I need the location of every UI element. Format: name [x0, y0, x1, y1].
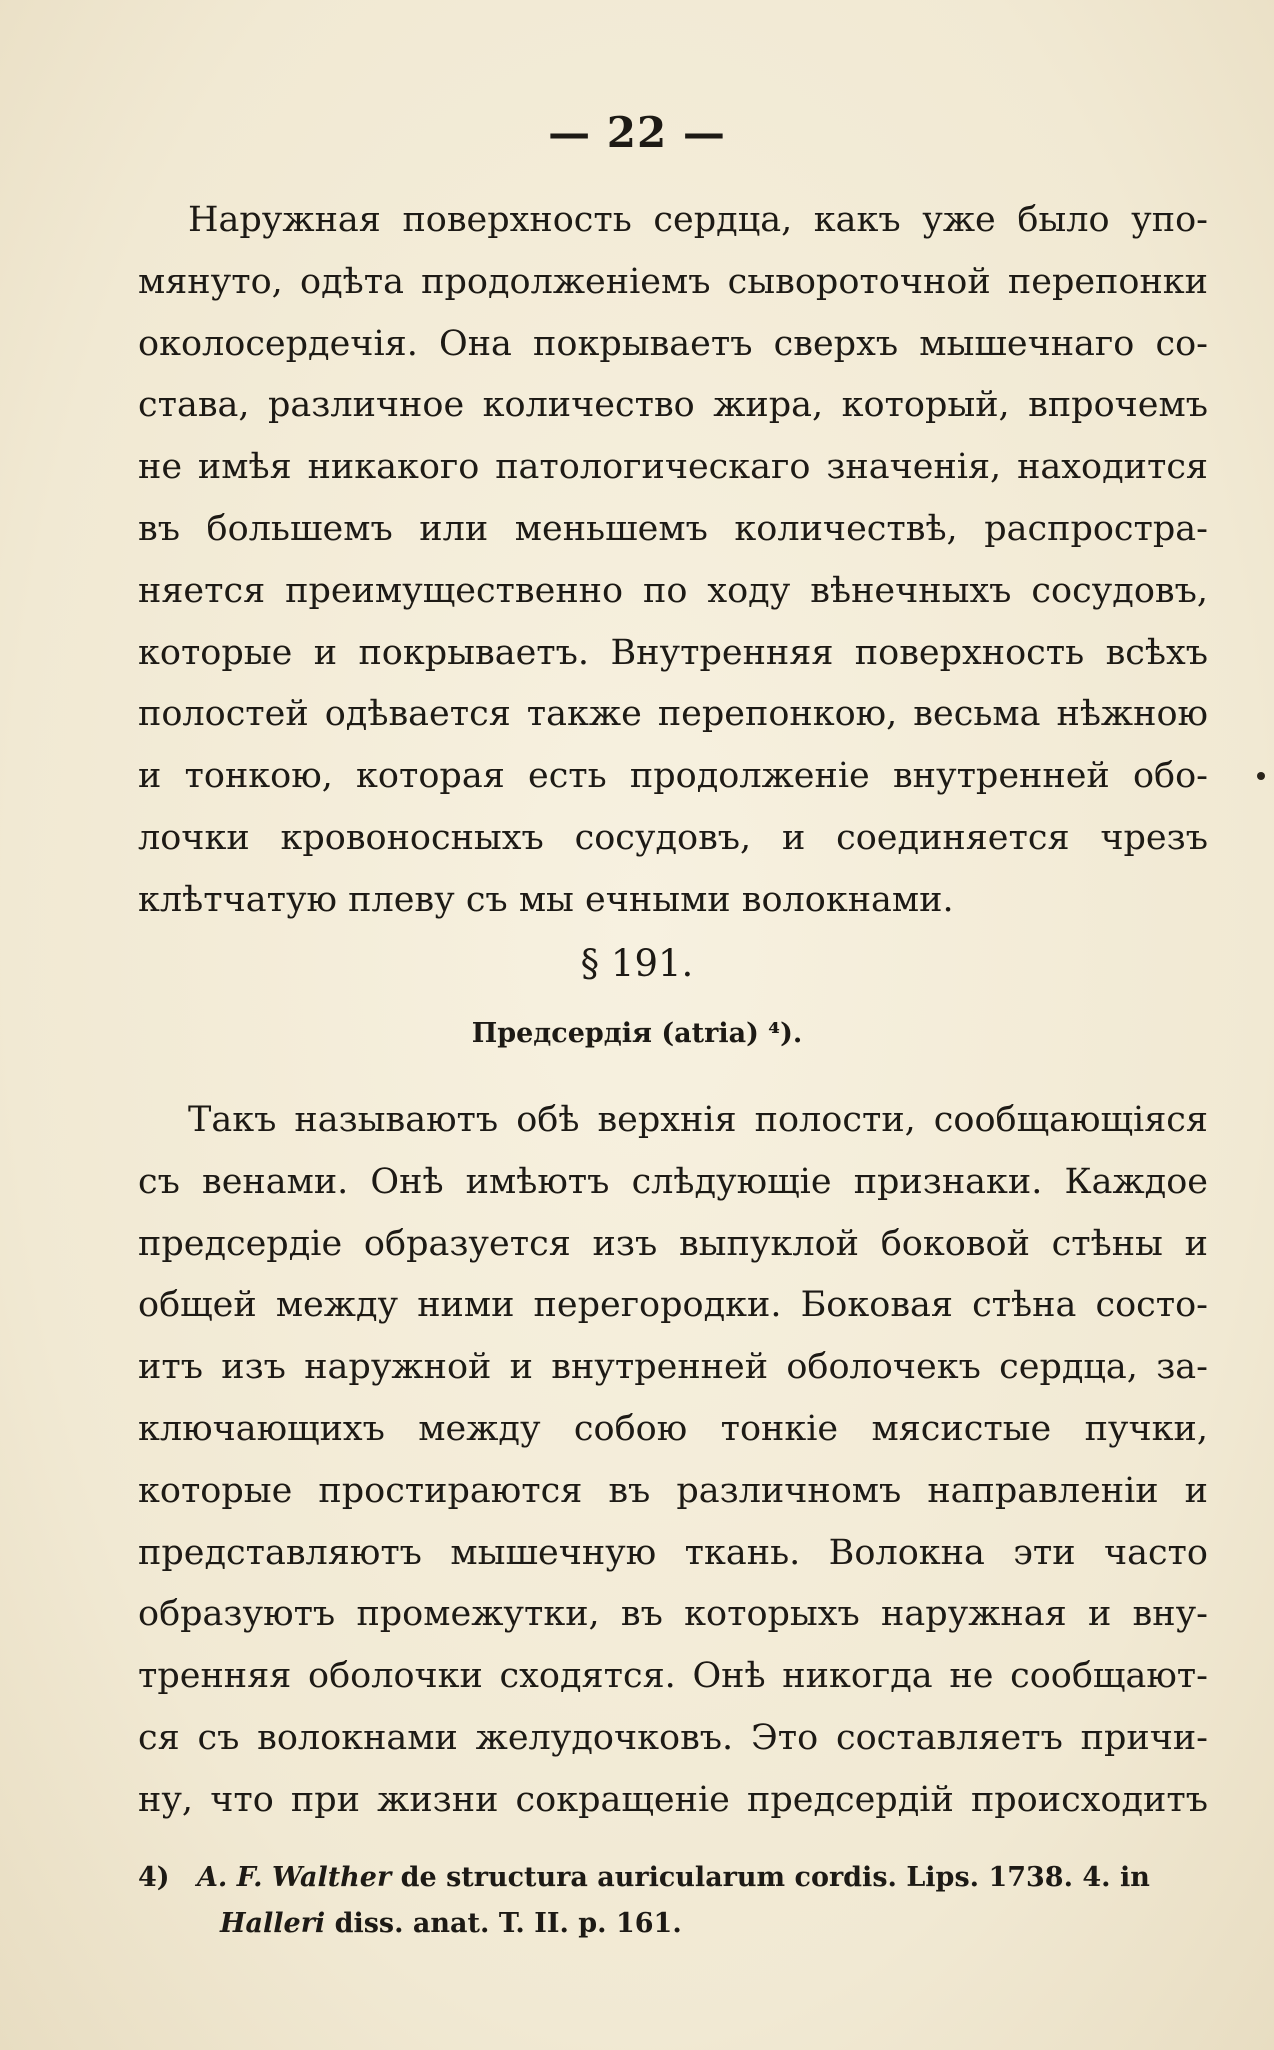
text-line: Наружная поверхность сердца, какъ уже было упо- — [188, 200, 1208, 240]
text-line: и тонкою, которая есть продолженіе внутренней обо- — [138, 756, 1208, 797]
text-line: няется преимущественно по ходу вѣнечныхъ сосудовъ, — [138, 570, 1208, 611]
text-line: ключающихъ между собою тонкіе мясистые пучки, — [138, 1408, 1208, 1449]
text-line: Такъ называютъ обѣ верхнія полости, сообщающіяся — [188, 1100, 1208, 1140]
footnote — [138, 1855, 1208, 1947]
ink-speck — [1257, 772, 1265, 780]
footnote-editor: Halleri — [220, 1908, 326, 1939]
text-line: мянуто, одѣта продолженіемъ сывороточной перепонки — [138, 261, 1208, 302]
text-line: представляютъ мышечную ткань. Волокна эти часто — [138, 1532, 1208, 1573]
footnote-author: A. F. Walther — [196, 1862, 392, 1893]
text-line: става, различное количество жира, который, впрочемъ — [138, 385, 1208, 426]
footnote-marker: 4) — [138, 1862, 170, 1893]
text-line: не имѣя никакого патологическаго значенія, находится — [138, 447, 1208, 488]
paragraph-heart-surface — [138, 190, 1208, 932]
text-line: которые простираются въ различномъ направленіи и — [138, 1470, 1208, 1511]
text-line: въ большемъ или меньшемъ количествѣ, распростра- — [138, 508, 1208, 549]
footnote-citation: de structura auricularum cordis. Lips. 1738. 4. in — [400, 1862, 1150, 1893]
text-line: лочки кровоносныхъ сосудовъ, и соединяется чрезъ — [138, 817, 1208, 858]
text-line: которые и покрываетъ. Внутренняя поверхность всѣхъ — [138, 632, 1208, 673]
text-line: полостей одѣвается также перепонкою, весьма нѣжною — [138, 694, 1208, 735]
section-title: Предсердія (atria) ⁴). — [471, 1018, 803, 1049]
page-number: — 22 — — [548, 108, 726, 157]
text-line: околосердечія. Она покрываетъ сверхъ мышечнаго со- — [138, 323, 1208, 364]
text-line: образуютъ промежутки, въ которыхъ наружная и вну- — [138, 1594, 1208, 1635]
text-line: клѣтчатую плеву съ мы ечными волокнами. — [138, 879, 954, 920]
text-line: итъ изъ наружной и внутренней оболочекъ сердца, за- — [138, 1347, 1208, 1388]
text-line: тренняя оболочки сходятся. Онѣ никогда не сообщают- — [138, 1656, 1208, 1697]
paragraph-atria — [138, 1090, 1208, 1832]
text-line: ся съ волокнами желудочковъ. Это составляетъ причи- — [138, 1717, 1208, 1758]
text-line: ну, что при жизни сокращеніе предсердій происходитъ — [138, 1779, 1208, 1820]
text-line: съ венами. Онѣ имѣютъ слѣдующіе признаки. Каждое — [138, 1161, 1208, 1202]
footnote-line — [138, 1855, 1208, 1901]
footnote-citation: diss. anat. T. II. p. 161. — [334, 1908, 682, 1939]
text-line: общей между ними перегородки. Боковая стѣна состо- — [138, 1285, 1208, 1326]
text-line: предсердіе образуется изъ выпуклой боковой стѣны и — [138, 1223, 1208, 1264]
footnote-line — [138, 1901, 1208, 1947]
section-number: § 191. — [580, 942, 694, 985]
